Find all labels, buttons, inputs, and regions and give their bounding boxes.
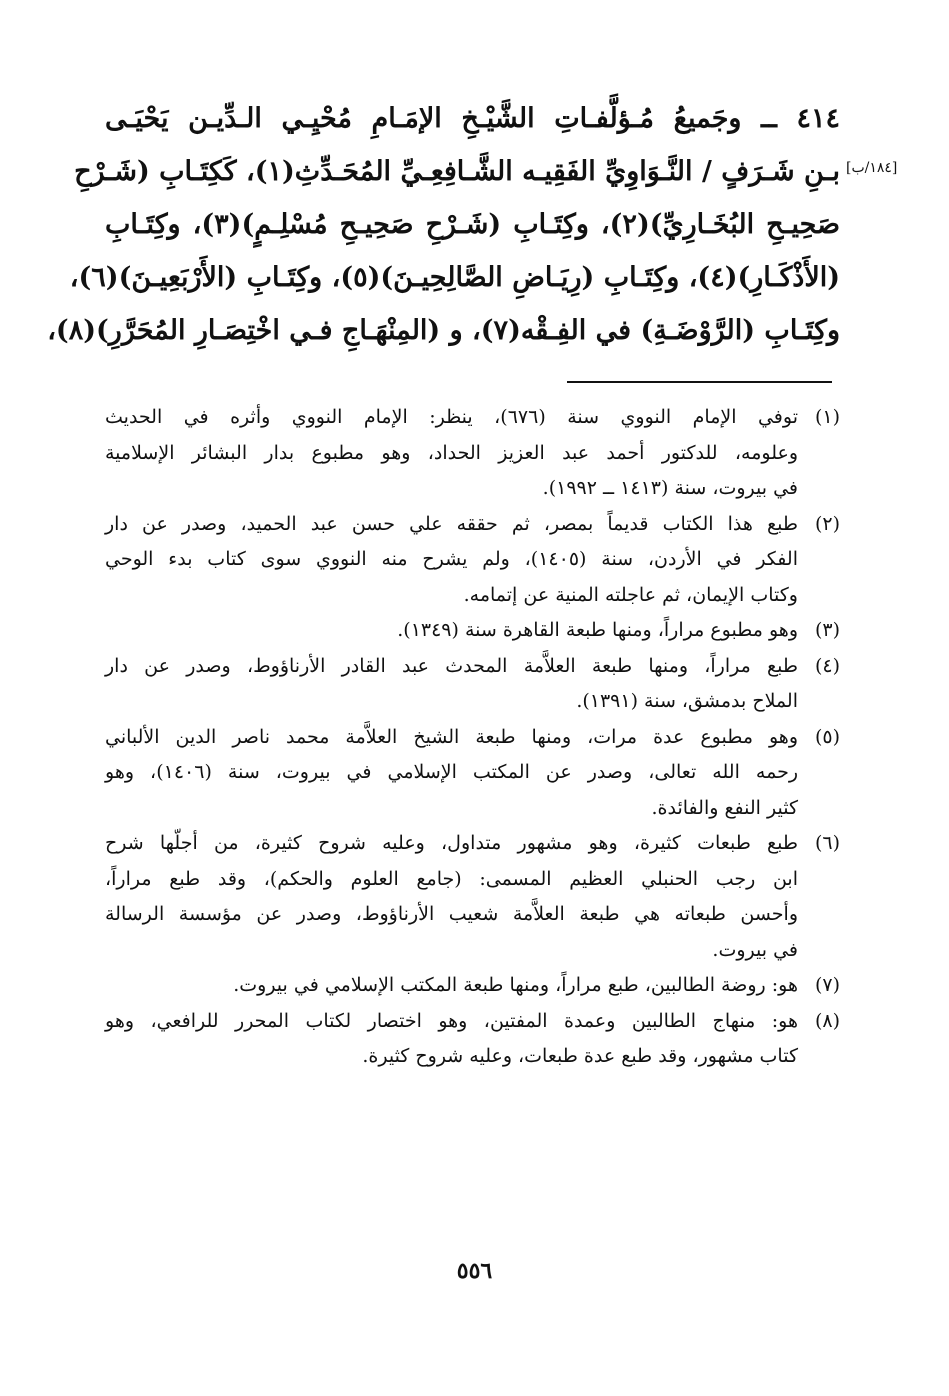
footnote-line: في بيروت. xyxy=(712,938,798,961)
footnote-number: (٦) xyxy=(814,832,840,854)
footnotes xyxy=(105,400,840,1075)
footnote-line: ابن رجب الحنبلي العظيم المسمى: (جامع العلوم والحكم)، وقد طبع مراراً، xyxy=(105,867,798,890)
footnote-line: وهو مطبوع عدة مرات، ومنها طبعة الشيخ العلاَّمة محمد ناصر الدين الألباني xyxy=(105,725,798,748)
footnote-number: (٥) xyxy=(814,725,840,748)
footnote-line: وهو مطبوع مراراً، ومنها طبعة القاهرة سنة (١٣٤٩). xyxy=(397,619,798,641)
footnote-line: كتاب مشهور، وقد طبع عدة طبعات، وعليه شروح كثيرة. xyxy=(362,1045,798,1067)
footnote-line: كثير النفع والفائدة. xyxy=(651,796,798,819)
main-text-line: ٤١٤ ــ وجَميعُ مُـؤلَّفـاتِ الشَّيْـخِ الإمَـامِ مُحْيِـي الـدِّيـن يَحْيَـى xyxy=(105,103,840,134)
footnote-line: طبع هذا الكتاب قديماً بمصر، ثم حققه علي حسن عبد الحميد، وصدر عن دار xyxy=(105,512,798,535)
footnote-text xyxy=(105,720,798,827)
footnote-line: وعلومه، للدكتور أحمد عبد العزيز الحداد، وهو مطبوع بدار البشائر الإسلامية xyxy=(105,441,798,464)
footnote-text xyxy=(105,968,798,1004)
footnote-line: هو: روضة الطالبين، طبع مراراً، ومنها طبعة المكتب الإسلامي في بيروت. xyxy=(233,974,798,996)
footnote-line: الملاح بدمشق، سنة (١٣٩١). xyxy=(576,690,798,712)
footnote xyxy=(105,1004,840,1075)
footnote xyxy=(105,400,840,507)
footnote-line: رحمه الله تعالى، وصدر عن المكتب الإسلامي في بيروت، سنة (١٤٠٦)، وهو xyxy=(105,761,798,783)
main-text xyxy=(47,92,841,357)
footnote-number: (٢) xyxy=(814,512,840,535)
footnote-line: وأحسن طبعاته هي طبعة العلاَّمة شعيب الأرناؤوط، وصدر عن مؤسسة الرسالة xyxy=(105,903,798,925)
footnote-number: (٣) xyxy=(814,619,840,641)
footnote xyxy=(105,968,840,1004)
footnote-text xyxy=(105,1004,798,1075)
footnote xyxy=(105,507,840,614)
footnote-line: توفي الإمام النووي سنة (٦٧٦)، ينظر: الإمام النووي وأثره في الحديث xyxy=(105,406,798,428)
footnote-line: هو: منهاج الطالبين وعمدة المفتين، وهو اختصار لكتاب المحرر للرافعي، وهو xyxy=(105,1009,798,1032)
footnote-text xyxy=(105,649,798,720)
footnote-text xyxy=(105,507,798,614)
footnote xyxy=(105,826,840,968)
footnote-number: (٤) xyxy=(814,654,840,677)
footnote-number: (٧) xyxy=(814,974,840,996)
footnote-line: وكتاب الإيمان، ثم عاجلته المنية عن إتمامه. xyxy=(463,583,798,606)
footnote-text xyxy=(105,826,798,968)
footnote-line: في بيروت، سنة (١٤١٣ ــ ١٩٩٢). xyxy=(542,477,798,499)
page-number: ٥٥٦ xyxy=(456,1258,493,1284)
footnote-line: الفكر في الأردن، سنة (١٤٠٥)، ولم يشرح منه النووي سوى كتاب بدء الوحي xyxy=(105,548,798,570)
footnote-line: طبع مراراً، ومنها طبعة العلاَّمة المحدث عبد القادر الأرناؤوط، وصدر عن دار xyxy=(105,654,798,677)
main-text-line: (الأَذْكَـارِ)(٤)، وكِتَـابِ (رِيَـاضِ الصَّالِحِيـنَ)(٥)، وكِتَـابِ (الأَرْبَعِيـنَ)(٦)، xyxy=(69,262,840,293)
footnote xyxy=(105,613,840,649)
footnote xyxy=(105,649,840,720)
footnote-text xyxy=(105,613,798,649)
footnote-number: (٨) xyxy=(814,1009,840,1032)
footnote xyxy=(105,720,840,827)
margin-folio-note: [١٨٤/ب] xyxy=(846,160,898,176)
footnote-line: طبع طبعات كثيرة، وهو مشهور متداول، وعليه شروح كثيرة، من أجلّها شرح xyxy=(105,832,798,854)
footnote-separator xyxy=(567,381,832,383)
footnote-number: (١) xyxy=(814,406,840,428)
footnote-text xyxy=(105,400,798,507)
main-text-line: صَحِيـحِ البُخَـارِيِّ)(٢)، وكِتَـابِ (شَـرْحِ صَحِيـحِ مُسْلِـمٍ)(٣)، وكِتَـابِ xyxy=(105,209,841,240)
main-text-line: وكِتَـابِ (الرَّوْضَـةِ) في الفِـقْه(٧)، و (المِنْهَـاجِ فـي اخْتِصَـارِ المُحَرَّرِ)(٨)، xyxy=(47,315,840,346)
main-text-line: بـنِ شَـرَفٍ / النَّـوَاوِيِّ الفَقِيـه الشَّـافِعِـيِّ المُحَـدِّثِ(١)، كَكِتَـابِ (شَـرْحِ xyxy=(74,156,840,187)
